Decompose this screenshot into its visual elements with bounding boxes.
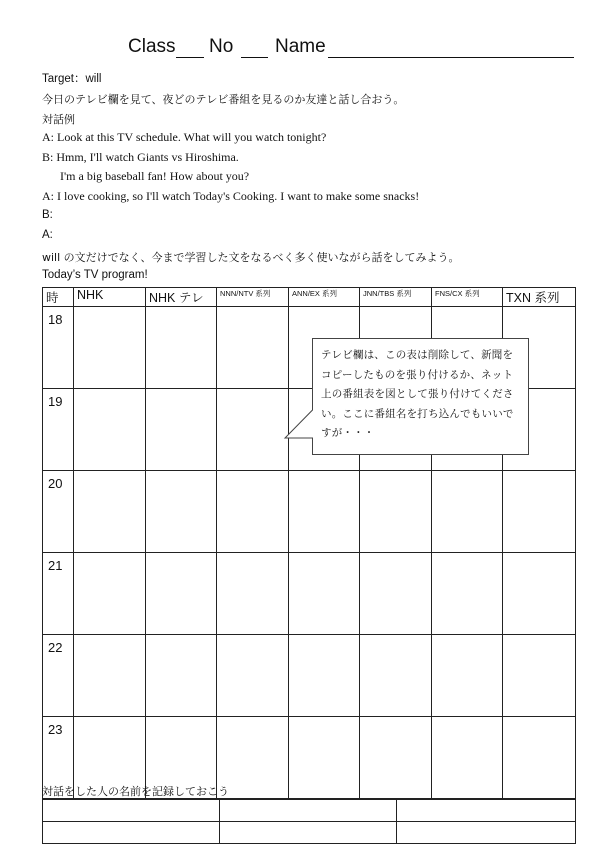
program-cell[interactable] xyxy=(289,717,360,799)
table-row xyxy=(43,635,576,717)
column-header-ntv: NNN/NTV 系列 xyxy=(217,288,289,307)
name-label: Name xyxy=(275,36,326,57)
table-row xyxy=(43,471,576,553)
name-entry-cell[interactable] xyxy=(397,822,576,844)
dialogue-line-3: I'm a big baseball fan! How about you? xyxy=(60,169,250,183)
hour-cell: 22 xyxy=(43,635,74,717)
program-cell[interactable] xyxy=(503,553,576,635)
program-cell[interactable] xyxy=(217,635,289,717)
name-entry-cell[interactable] xyxy=(43,822,220,844)
program-cell[interactable] xyxy=(217,307,289,389)
name-entry-cell[interactable] xyxy=(220,822,397,844)
hour-cell: 20 xyxy=(43,471,74,553)
column-header-cx: FNS/CX 系列 xyxy=(432,288,503,307)
no-label: No xyxy=(209,36,234,57)
dialogue-line-6: A: xyxy=(42,229,53,241)
program-cell[interactable] xyxy=(360,635,432,717)
dialogue-line-1: A: Look at this TV schedule. What will you watch tonight? xyxy=(42,130,327,144)
target-line: Target：will xyxy=(42,73,102,85)
program-title: Today’s TV program! xyxy=(42,269,148,281)
program-cell[interactable] xyxy=(217,553,289,635)
program-cell[interactable] xyxy=(289,553,360,635)
program-cell[interactable] xyxy=(432,553,503,635)
column-header-tbs: JNN/TBS 系列 xyxy=(360,288,432,307)
name-entry-cell[interactable] xyxy=(397,800,576,822)
program-cell[interactable] xyxy=(74,307,146,389)
class-label: Class xyxy=(128,36,176,57)
names-heading: 対話をした人の名前を記録しておこう xyxy=(42,785,229,798)
column-header-nhk: NHK xyxy=(74,288,146,307)
program-cell[interactable] xyxy=(360,471,432,553)
table-row xyxy=(43,800,576,822)
program-cell[interactable] xyxy=(503,635,576,717)
program-cell[interactable] xyxy=(432,635,503,717)
program-cell[interactable] xyxy=(146,471,217,553)
program-cell[interactable] xyxy=(503,717,576,799)
column-header-txn: TXN 系列 xyxy=(503,288,576,307)
program-cell[interactable] xyxy=(432,717,503,799)
column-header-nhk-tele: NHK テレ xyxy=(146,288,217,307)
callout-note xyxy=(312,338,528,454)
table-row xyxy=(43,822,576,844)
program-cell[interactable] xyxy=(146,389,217,471)
advice-line: will の文だけでなく、今まで学習した文をなるべく多く使いながら話をしてみよう。 xyxy=(42,251,460,264)
class-blank[interactable] xyxy=(176,57,204,58)
name-entry-cell[interactable] xyxy=(220,800,397,822)
dialogue-line-5: B: xyxy=(42,209,53,221)
program-cell[interactable] xyxy=(360,553,432,635)
dialogue-line-2: B: Hmm, I'll watch Giants vs Hiroshima. xyxy=(42,150,239,164)
program-cell[interactable] xyxy=(146,635,217,717)
hour-cell: 18 xyxy=(43,307,74,389)
name-blank[interactable] xyxy=(328,57,574,58)
hour-cell: 19 xyxy=(43,389,74,471)
program-cell[interactable] xyxy=(146,553,217,635)
dialogue-heading: 対話例 xyxy=(42,113,75,126)
dialogue-line-4: A: I love cooking, so I'll watch Today's Cooking. I want to make some snacks! xyxy=(42,189,420,203)
program-cell[interactable] xyxy=(503,471,576,553)
program-cell[interactable] xyxy=(74,471,146,553)
program-cell[interactable] xyxy=(289,635,360,717)
hour-cell: 21 xyxy=(43,553,74,635)
name-entry-cell[interactable] xyxy=(43,800,220,822)
names-table xyxy=(42,799,576,844)
program-cell[interactable] xyxy=(74,389,146,471)
program-cell[interactable] xyxy=(217,389,289,471)
hour-cell: 23 xyxy=(43,717,74,799)
instruction-line: 今日のテレビ欄を見て、夜どのテレビ番組を見るのか友達と話し合おう。 xyxy=(42,93,405,106)
program-cell[interactable] xyxy=(432,471,503,553)
worksheet-header xyxy=(0,36,601,64)
callout-text: テレビ欄は、この表は削除して、新聞をコピーしたものを張り付けるか、ネット上の番組表を図として張り付けてください。ここに番組名を打ち込んでもいいですが・・・ xyxy=(321,349,514,439)
program-cell[interactable] xyxy=(289,471,360,553)
column-header-ex: ANN/EX 系列 xyxy=(289,288,360,307)
program-cell[interactable] xyxy=(217,471,289,553)
no-blank[interactable] xyxy=(241,57,268,58)
table-header-row xyxy=(43,288,576,307)
program-cell[interactable] xyxy=(146,307,217,389)
table-row xyxy=(43,553,576,635)
program-cell[interactable] xyxy=(74,635,146,717)
program-cell[interactable] xyxy=(74,553,146,635)
column-header-hour: 時 xyxy=(43,288,74,307)
program-cell[interactable] xyxy=(360,717,432,799)
